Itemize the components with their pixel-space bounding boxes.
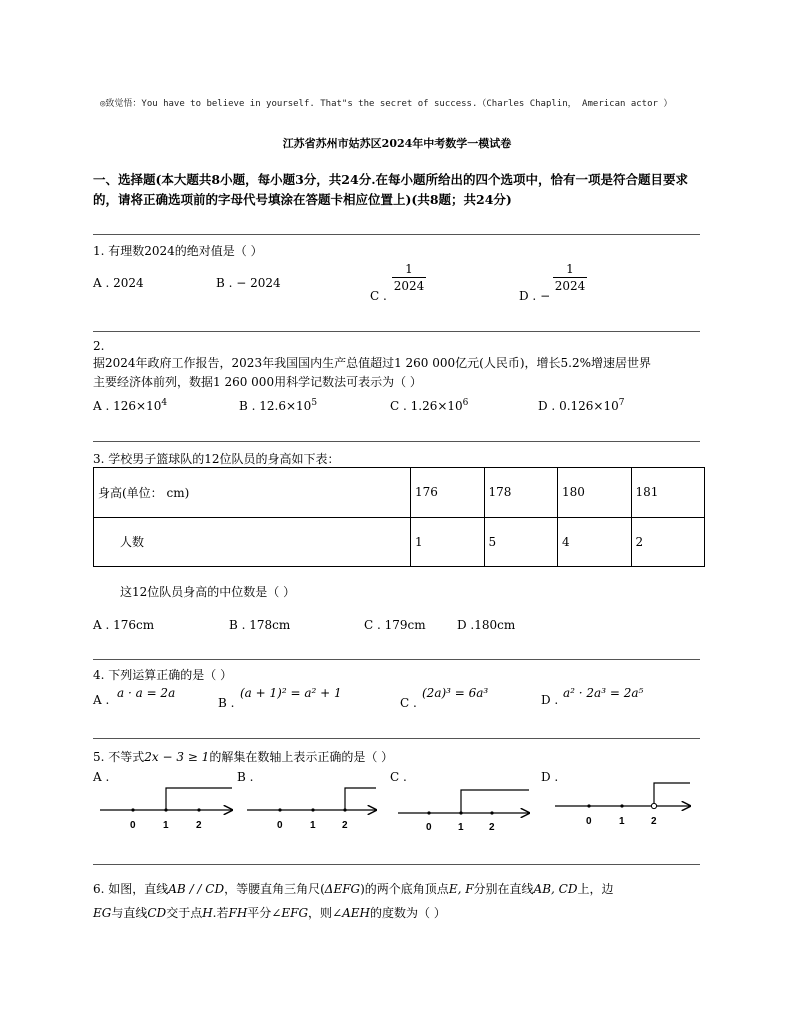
q6-math: ∠EFG [271,906,309,920]
table-cell: 2 [631,517,705,567]
q6-math: EG [93,906,112,920]
q5-option-b[interactable]: B . [237,770,254,784]
table-row [94,468,705,518]
table-cell: 4 [558,517,632,567]
q5-option-a[interactable]: A . [93,770,110,784]
table-cell: 178 [484,468,558,518]
exam-title: 江苏省苏州市姑苏区2024年中考数学一模试卷 [282,137,512,150]
tick-label: 2 [651,816,657,827]
q6-math: AB / / CD [168,882,225,896]
divider [93,441,700,442]
fraction-bar [553,277,587,278]
tick-label: 1 [163,820,169,831]
q6-math: CD [147,906,167,920]
q5-stem-suffix: 的解集在数轴上表示正确的是（ ） [209,750,394,764]
q2-line-1: 据2024年政府工作报告，2023年我国国内生产总值超过1 260 000亿元(人民币)，增长5.2%增速居世界 [93,356,652,370]
section-heading: 一、选择题(本大题共8小题，每小题3分，共24分.在每小题所给出的四个选项中，恰有一项是符合题目要求的，请将正确选项前的字母代号填涂在答题卡相应位置上)(共8题；共24分) [93,172,689,207]
table-cell: 5 [484,517,558,567]
q3-option-c[interactable]: C . 179cm [364,618,426,632]
table-cell: 1 [411,517,485,567]
q2-d-base: D . 0.126×10 [538,399,619,413]
q1-d-numerator: 1 [566,262,574,276]
q1-c-numerator: 1 [405,262,413,276]
q3-option-d[interactable]: D .180cm [457,618,516,632]
q5-stem [93,748,393,765]
tick-label: 0 [426,822,432,833]
q6-text: ，等腰直角三角尺( [224,882,325,896]
divider [93,331,700,332]
divider [93,234,700,235]
q6-math: AB, CD [533,882,578,896]
q6-text: 6. 如图，直线 [93,882,169,896]
q5-inequality: 2x − 3 ≥ 1 [144,750,210,764]
q1-option-d-fraction [553,262,587,293]
tick-label: 0 [130,820,136,831]
tick-label: 2 [342,820,348,831]
q3-question: 这12位队员身高的中位数是（ ） [120,585,296,599]
q1-option-c-fraction [392,262,426,293]
height-table [93,467,705,567]
q1-option-c-label[interactable]: C . [370,289,387,303]
q4-option-b-expr: (a + 1)² = a² + 1 [240,686,342,700]
q2-option-d[interactable] [538,398,624,413]
q6-math: E, F [448,882,474,896]
number-lines [0,780,794,840]
q4-option-c-label[interactable]: C . [400,696,417,710]
q4-option-a-label[interactable]: A . [93,693,110,707]
fraction-bar [392,277,426,278]
q4-option-c-expr: (2a)³ = 6a³ [422,686,489,700]
q6-text: .若 [212,906,229,920]
tick-label: 1 [458,822,464,833]
q2-number: 2. [93,339,105,353]
q6-math: ΔEFG [324,882,361,896]
q5-option-c[interactable]: C . [390,770,407,784]
q1-option-b[interactable]: B . − 2024 [216,276,281,290]
q6-math: ∠AEH [332,906,371,920]
tick-label: 0 [586,816,592,827]
table-count-label: 人数 [94,517,411,567]
q2-option-c[interactable] [390,398,468,413]
q3-option-a[interactable]: A . 176cm [93,618,155,632]
q6-text: 平分 [247,906,272,920]
number-line-d[interactable] [555,783,690,827]
q6-text: 分别在直线 [473,882,534,896]
q2-c-base: C . 1.26×10 [390,399,463,413]
q2-a-exponent: 4 [161,398,168,408]
q6-stem [93,877,705,925]
q6-math: H [202,906,213,920]
q6-text: ，则 [308,906,333,920]
table-header-label: 身高(单位： cm) [94,468,411,518]
q6-text: 交于点 [166,906,203,920]
table-cell: 181 [631,468,705,518]
q2-a-base: A . 126×10 [93,399,162,413]
q2-b-base: B . 12.6×10 [239,399,312,413]
q1-option-a[interactable]: A . 2024 [93,276,144,290]
q2-c-exponent: 6 [462,398,469,408]
q5-stem-prefix: 5. 不等式 [93,750,145,764]
q2-b-exponent: 5 [311,398,318,408]
q3-stem: 3. 学校男子篮球队的12位队员的身高如下表： [93,452,340,466]
q6-text: 的度数为（ ） [370,906,446,920]
q1-d-denominator: 2024 [554,279,586,293]
q1-option-d-label[interactable]: D . − [519,289,551,303]
tick-label: 1 [310,820,316,831]
q3-option-b[interactable]: B . 178cm [229,618,291,632]
tick-label: 0 [277,820,283,831]
q2-line-2: 主要经济体前列，数据1 260 000用科学记数法可表示为（ ） [93,375,422,389]
table-cell: 176 [411,468,485,518]
divider [93,864,700,865]
q5-option-d[interactable]: D . [541,770,559,784]
q4-option-a-expr: a · a = 2a [117,686,176,700]
q6-text: )的两个底角顶点 [360,882,449,896]
number-line-b[interactable] [247,788,376,831]
motto: ◎致觉悟：You have to believe in yourself. That"s the secret of success.（Charles Chaplin， American actor ） [100,99,673,109]
divider [93,659,700,660]
number-line-a[interactable] [100,788,232,831]
tick-label: 1 [619,816,625,827]
divider [93,738,700,739]
q6-math: FH [228,906,248,920]
q4-option-d-label[interactable]: D . [541,693,559,707]
table-row [94,517,705,567]
q6-text: 上，边 [577,882,614,896]
q2-option-a[interactable] [93,398,167,413]
q2-option-b[interactable] [239,398,317,413]
table-cell: 180 [558,468,632,518]
q4-option-b-label[interactable]: B . [218,696,235,710]
q4-stem: 4. 下列运算正确的是（ ） [93,668,233,682]
q4-option-d-expr: a² · 2a³ = 2a⁵ [563,686,644,700]
q1-stem: 1. 有理数2024的绝对值是（ ） [93,244,263,258]
number-line-c[interactable] [398,790,529,833]
q2-d-exponent: 7 [618,398,625,408]
q6-text: 与直线 [111,906,148,920]
q1-c-denominator: 2024 [393,279,425,293]
tick-label: 2 [489,822,495,833]
tick-label: 2 [196,820,202,831]
